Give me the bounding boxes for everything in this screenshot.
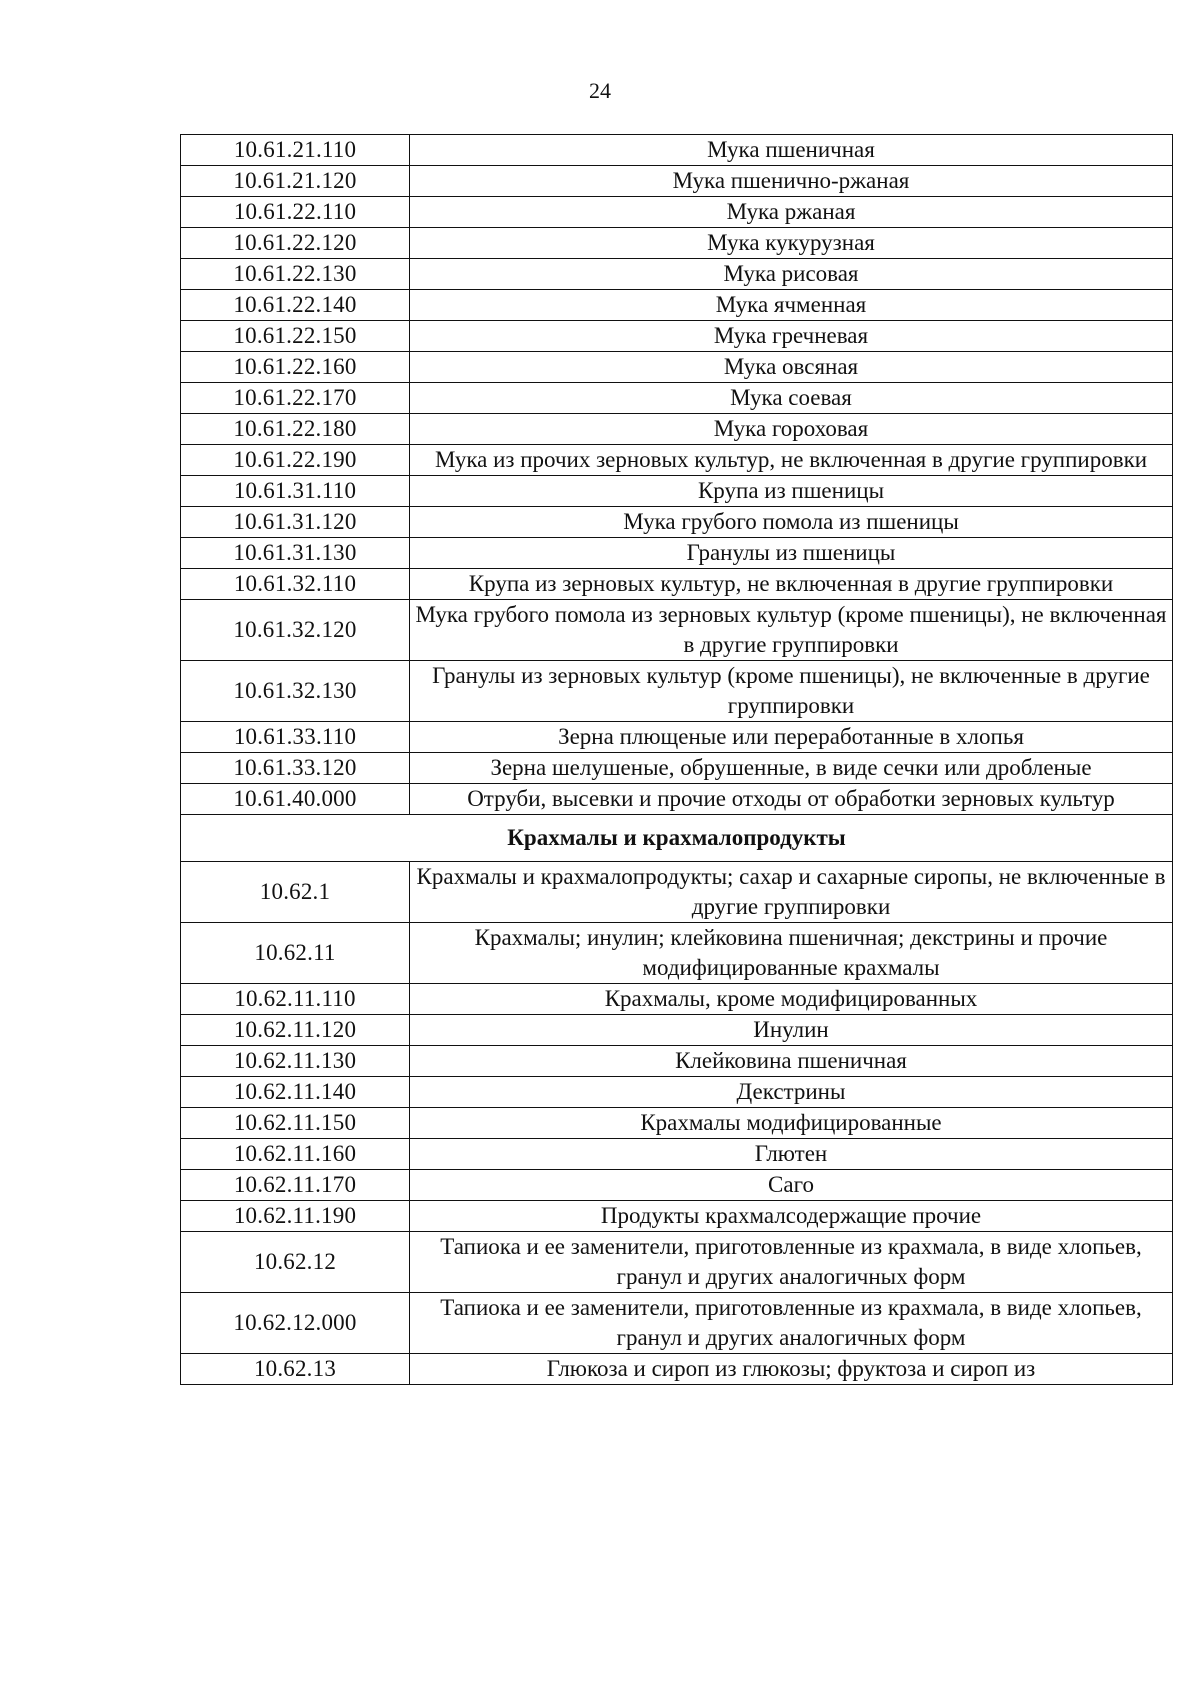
name-cell: Тапиока и ее заменители, приготовленные из крахмала, в виде хлопьев, гранул и других аналогичных форм [410, 1293, 1173, 1354]
code-cell: 10.61.33.110 [181, 722, 410, 753]
name-cell: Тапиока и ее заменители, приготовленные из крахмала, в виде хлопьев, гранул и других аналогичных форм [410, 1232, 1173, 1293]
code-cell: 10.62.11.130 [181, 1046, 410, 1077]
code-cell: 10.61.31.130 [181, 538, 410, 569]
name-cell: Мука гороховая [410, 414, 1173, 445]
table-row [181, 1354, 1173, 1385]
code-cell: 10.62.11.190 [181, 1201, 410, 1232]
table-row [181, 290, 1173, 321]
name-cell: Глютен [410, 1139, 1173, 1170]
page-number: 24 [589, 78, 611, 103]
name-cell: Крахмалы; инулин; клейковина пшеничная; декстрины и прочие модифицированные крахмалы [410, 923, 1173, 984]
code-cell: 10.62.13 [181, 1354, 410, 1385]
table-row [181, 476, 1173, 507]
code-cell: 10.62.11.110 [181, 984, 410, 1015]
table-row [181, 259, 1173, 290]
name-cell: Мука кукурузная [410, 228, 1173, 259]
table-row [181, 507, 1173, 538]
code-cell: 10.61.22.190 [181, 445, 410, 476]
name-cell: Крупа из зерновых культур, не включенная в другие группировки [410, 569, 1173, 600]
code-cell: 10.62.11.150 [181, 1108, 410, 1139]
code-cell: 10.61.22.160 [181, 352, 410, 383]
name-cell: Продукты крахмалсодержащие прочие [410, 1201, 1173, 1232]
name-cell: Мука соевая [410, 383, 1173, 414]
table-row [181, 166, 1173, 197]
code-cell: 10.61.22.140 [181, 290, 410, 321]
name-cell: Отруби, высевки и прочие отходы от обработки зерновых культур [410, 784, 1173, 815]
classification-table [180, 134, 1173, 1385]
table-row [181, 1077, 1173, 1108]
code-cell: 10.61.32.110 [181, 569, 410, 600]
name-cell: Крахмалы модифицированные [410, 1108, 1173, 1139]
code-cell: 10.62.11.160 [181, 1139, 410, 1170]
code-cell: 10.61.22.150 [181, 321, 410, 352]
table-row [181, 984, 1173, 1015]
name-cell: Крупа из пшеницы [410, 476, 1173, 507]
code-cell: 10.61.22.130 [181, 259, 410, 290]
name-cell: Крахмалы, кроме модифицированных [410, 984, 1173, 1015]
code-cell: 10.62.12 [181, 1232, 410, 1293]
name-cell: Мука рисовая [410, 259, 1173, 290]
table-row [181, 414, 1173, 445]
code-cell: 10.61.33.120 [181, 753, 410, 784]
name-cell: Мука пшеничная [410, 135, 1173, 166]
table-row [181, 1046, 1173, 1077]
table-row [181, 1139, 1173, 1170]
name-cell: Гранулы из зерновых культур (кроме пшеницы), не включенные в другие группировки [410, 661, 1173, 722]
name-cell: Крахмалы и крахмалопродукты; сахар и сахарные сиропы, не включенные в другие группировки [410, 862, 1173, 923]
code-cell: 10.61.22.110 [181, 197, 410, 228]
table-body [181, 135, 1173, 1385]
code-cell: 10.62.11.120 [181, 1015, 410, 1046]
table-row [181, 1232, 1173, 1293]
name-cell: Мука грубого помола из зерновых культур (кроме пшеницы), не включенная в другие группировки [410, 600, 1173, 661]
table-row [181, 923, 1173, 984]
name-cell: Зерна плющеные или переработанные в хлопья [410, 722, 1173, 753]
table-row [181, 784, 1173, 815]
section-header-row [181, 815, 1173, 862]
name-cell: Глюкоза и сироп из глюкозы; фруктоза и сироп из [410, 1354, 1173, 1385]
code-cell: 10.62.11.140 [181, 1077, 410, 1108]
name-cell: Мука из прочих зерновых культур, не включенная в другие группировки [410, 445, 1173, 476]
section-title: Крахмалы и крахмалопродукты [181, 815, 1173, 862]
code-cell: 10.61.32.120 [181, 600, 410, 661]
table-row [181, 1015, 1173, 1046]
code-cell: 10.61.22.120 [181, 228, 410, 259]
name-cell: Клейковина пшеничная [410, 1046, 1173, 1077]
code-cell: 10.62.11 [181, 923, 410, 984]
table-row [181, 538, 1173, 569]
table-row [181, 352, 1173, 383]
code-cell: 10.61.22.170 [181, 383, 410, 414]
table-row [181, 1201, 1173, 1232]
table-row [181, 1170, 1173, 1201]
table-row [181, 321, 1173, 352]
name-cell: Мука пшенично-ржаная [410, 166, 1173, 197]
code-cell: 10.61.21.120 [181, 166, 410, 197]
name-cell: Мука овсяная [410, 352, 1173, 383]
table-row [181, 862, 1173, 923]
name-cell: Декстрины [410, 1077, 1173, 1108]
name-cell: Мука ячменная [410, 290, 1173, 321]
code-cell: 10.61.31.120 [181, 507, 410, 538]
table-row [181, 600, 1173, 661]
table-row [181, 228, 1173, 259]
code-cell: 10.61.40.000 [181, 784, 410, 815]
table-row [181, 383, 1173, 414]
code-cell: 10.62.11.170 [181, 1170, 410, 1201]
table-row [181, 445, 1173, 476]
code-cell: 10.61.31.110 [181, 476, 410, 507]
table-row [181, 1108, 1173, 1139]
name-cell: Мука ржаная [410, 197, 1173, 228]
name-cell: Зерна шелушеные, обрушенные, в виде сечки или дробленые [410, 753, 1173, 784]
name-cell: Инулин [410, 1015, 1173, 1046]
code-cell: 10.61.32.130 [181, 661, 410, 722]
table-row [181, 661, 1173, 722]
name-cell: Мука гречневая [410, 321, 1173, 352]
name-cell: Мука грубого помола из пшеницы [410, 507, 1173, 538]
table-row [181, 753, 1173, 784]
table-row [181, 135, 1173, 166]
table-row [181, 722, 1173, 753]
table-row [181, 1293, 1173, 1354]
code-cell: 10.62.1 [181, 862, 410, 923]
name-cell: Саго [410, 1170, 1173, 1201]
table-row [181, 569, 1173, 600]
code-cell: 10.61.22.180 [181, 414, 410, 445]
table-row [181, 197, 1173, 228]
code-cell: 10.62.12.000 [181, 1293, 410, 1354]
code-cell: 10.61.21.110 [181, 135, 410, 166]
name-cell: Гранулы из пшеницы [410, 538, 1173, 569]
